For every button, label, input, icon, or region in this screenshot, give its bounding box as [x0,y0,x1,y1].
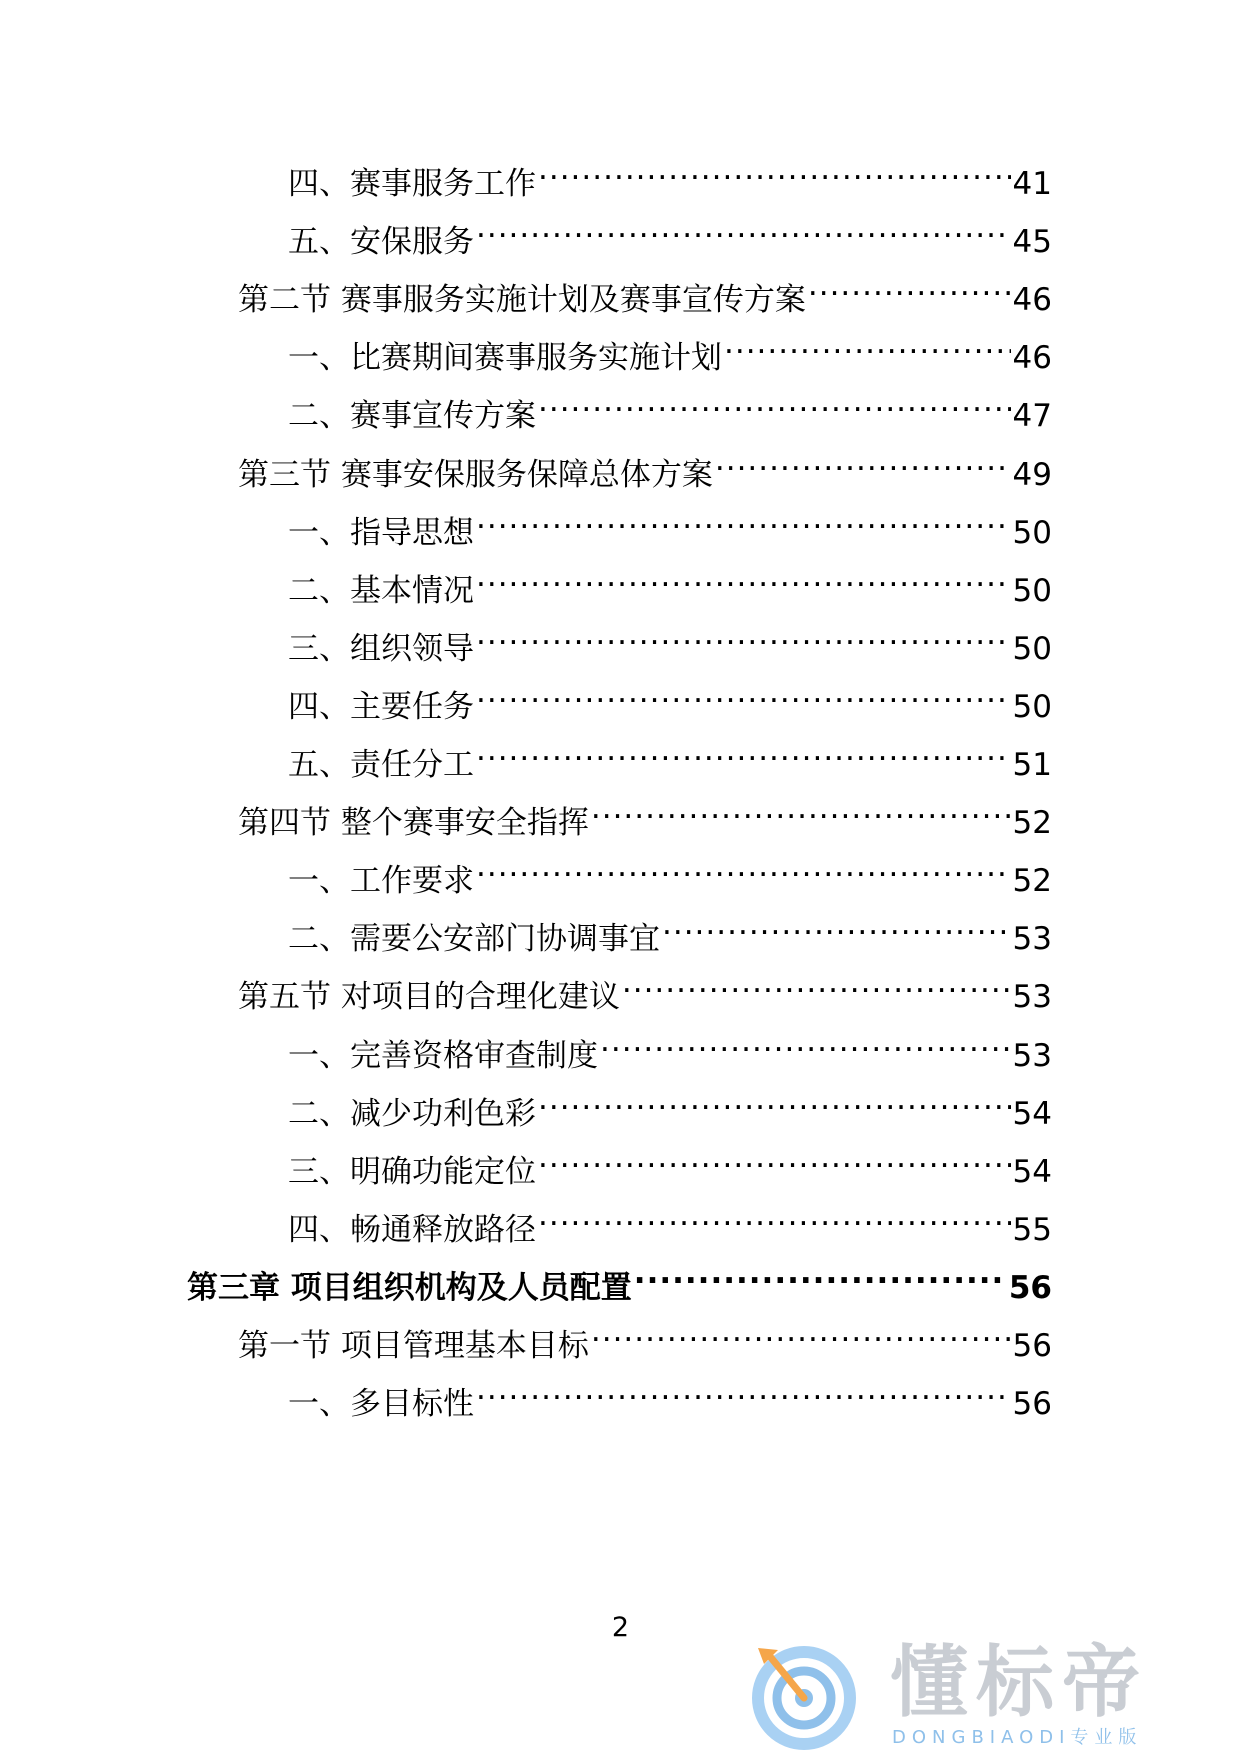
toc-entry-page: 46 [1012,282,1052,319]
toc-entry-title: 第一节 项目管理基本目标 [238,1328,589,1364]
toc-dot-leader [662,899,1011,949]
toc-entry-title: 第四节 整个赛事安全指挥 [238,805,589,842]
toc-dot-leader [622,957,1011,1007]
toc-dot-leader [538,1132,1011,1182]
toc-entry-page: 41 [1012,166,1052,202]
toc-entry-item[interactable] [288,1132,1052,1190]
toc-entry-item[interactable] [288,1016,1052,1074]
toc-entry-title: 四、畅通释放路径 [288,1211,536,1248]
toc-entry-page: 53 [1012,1037,1052,1074]
toc-entry-title: 一、工作要求 [288,863,474,900]
toc-dot-leader [724,318,1011,368]
toc-entry-title: 二、赛事宣传方案 [288,398,536,435]
toc-entry-item[interactable] [288,318,1052,377]
toc-dot-leader [538,1190,1011,1240]
toc-entry-page: 52 [1012,863,1052,900]
toc-entry-title: 五、责任分工 [288,747,474,783]
toc-dot-leader [476,841,1011,891]
toc-entry-item[interactable] [288,202,1052,261]
toc-entry-title: 第三章 项目组织机构及人员配置 [187,1269,632,1306]
toc-entry-page: 50 [1012,572,1052,609]
toc-entry-item[interactable] [288,551,1052,609]
toc-dot-leader [538,144,1011,194]
toc-dot-leader [476,1364,1011,1414]
toc-entry-section[interactable] [238,1306,1052,1364]
toc-entry-page: 52 [1012,805,1052,842]
page-number: 2 [611,1612,630,1643]
toc-entry-item[interactable] [288,376,1052,435]
toc-entry-title: 四、主要任务 [288,688,474,725]
toc-dot-leader [538,376,1011,426]
toc-entry-page: 53 [1012,979,1052,1016]
toc-entry-chapter[interactable] [187,1248,1052,1306]
toc-entry-page: 54 [1012,1153,1052,1190]
toc-entry-page: 50 [1012,514,1052,551]
toc-entry-page: 56 [1008,1269,1052,1306]
toc-entry-section[interactable] [238,260,1052,319]
toc-entry-item[interactable] [288,667,1052,725]
toc-entry-item[interactable] [288,1074,1052,1132]
toc-entry-page: 47 [1012,398,1052,435]
toc-entry-page: 45 [1012,224,1052,261]
toc-entry-item[interactable] [288,144,1052,202]
toc-dot-leader [538,1074,1011,1124]
toc-entry-page: 56 [1012,1386,1052,1423]
toc-entry-item[interactable] [288,493,1052,551]
toc-entry-section[interactable] [238,957,1052,1016]
toc-entry-page: 49 [1012,456,1052,493]
toc-entry-title: 二、需要公安部门协调事宜 [288,921,660,958]
toc-entry-title: 五、安保服务 [288,224,474,261]
toc-dot-leader [476,493,1011,543]
watermark-subtitle: DONGBIAODI专业版 [892,1727,1143,1748]
toc-entry-title: 第二节 赛事服务实施计划及赛事宣传方案 [238,282,806,319]
toc-dot-leader [600,1016,1011,1066]
toc-dot-leader [591,1306,1011,1356]
toc-dot-leader [715,435,1011,485]
toc-entry-title: 一、多目标性 [288,1386,474,1423]
toc-dot-leader [634,1248,1007,1298]
toc-entry-page: 50 [1012,630,1052,667]
toc-entry-page: 51 [1012,747,1052,783]
toc-entry-section[interactable] [238,435,1052,493]
toc-entry-item[interactable] [288,1190,1052,1248]
toc-entry-page: 46 [1012,340,1052,377]
toc-dot-leader [476,551,1011,601]
toc-entry-page: 55 [1012,1211,1052,1248]
toc-entry-title: 二、基本情况 [288,572,474,609]
toc-entry-item[interactable] [288,1364,1052,1423]
toc-entry-page: 54 [1012,1095,1052,1132]
toc-entry-title: 一、完善资格审查制度 [288,1037,598,1074]
target-arrow-icon [752,1638,870,1750]
toc-entry-title: 三、组织领导 [288,630,474,667]
toc-entry-title: 第五节 对项目的合理化建议 [238,979,620,1016]
toc-entry-page: 53 [1012,921,1052,958]
toc-entry-item[interactable] [288,609,1052,667]
toc-dot-leader [591,783,1011,833]
toc-entry-page: 50 [1012,688,1052,725]
toc-entry-item[interactable] [288,725,1052,783]
toc-entry-title: 一、指导思想 [288,514,474,551]
watermark-brand: 懂标帝 [890,1638,1149,1728]
toc-dot-leader [476,609,1011,659]
toc-entry-title: 第三节 赛事安保服务保障总体方案 [238,456,713,493]
toc-entry-title: 二、减少功利色彩 [288,1095,536,1132]
toc-entry-section[interactable] [238,783,1052,842]
toc-entry-page: 56 [1012,1328,1052,1364]
toc-dot-leader [808,260,1011,310]
toc-entry-title: 三、明确功能定位 [288,1153,536,1190]
toc-dot-leader [476,202,1011,252]
toc-entry-item[interactable] [288,899,1052,958]
watermark [740,1638,1220,1750]
toc-entry-item[interactable] [288,841,1052,900]
toc-dot-leader [476,667,1011,717]
toc-entry-title: 四、赛事服务工作 [288,166,536,202]
toc-entry-title: 一、比赛期间赛事服务实施计划 [288,340,722,377]
toc-dot-leader [476,725,1011,775]
